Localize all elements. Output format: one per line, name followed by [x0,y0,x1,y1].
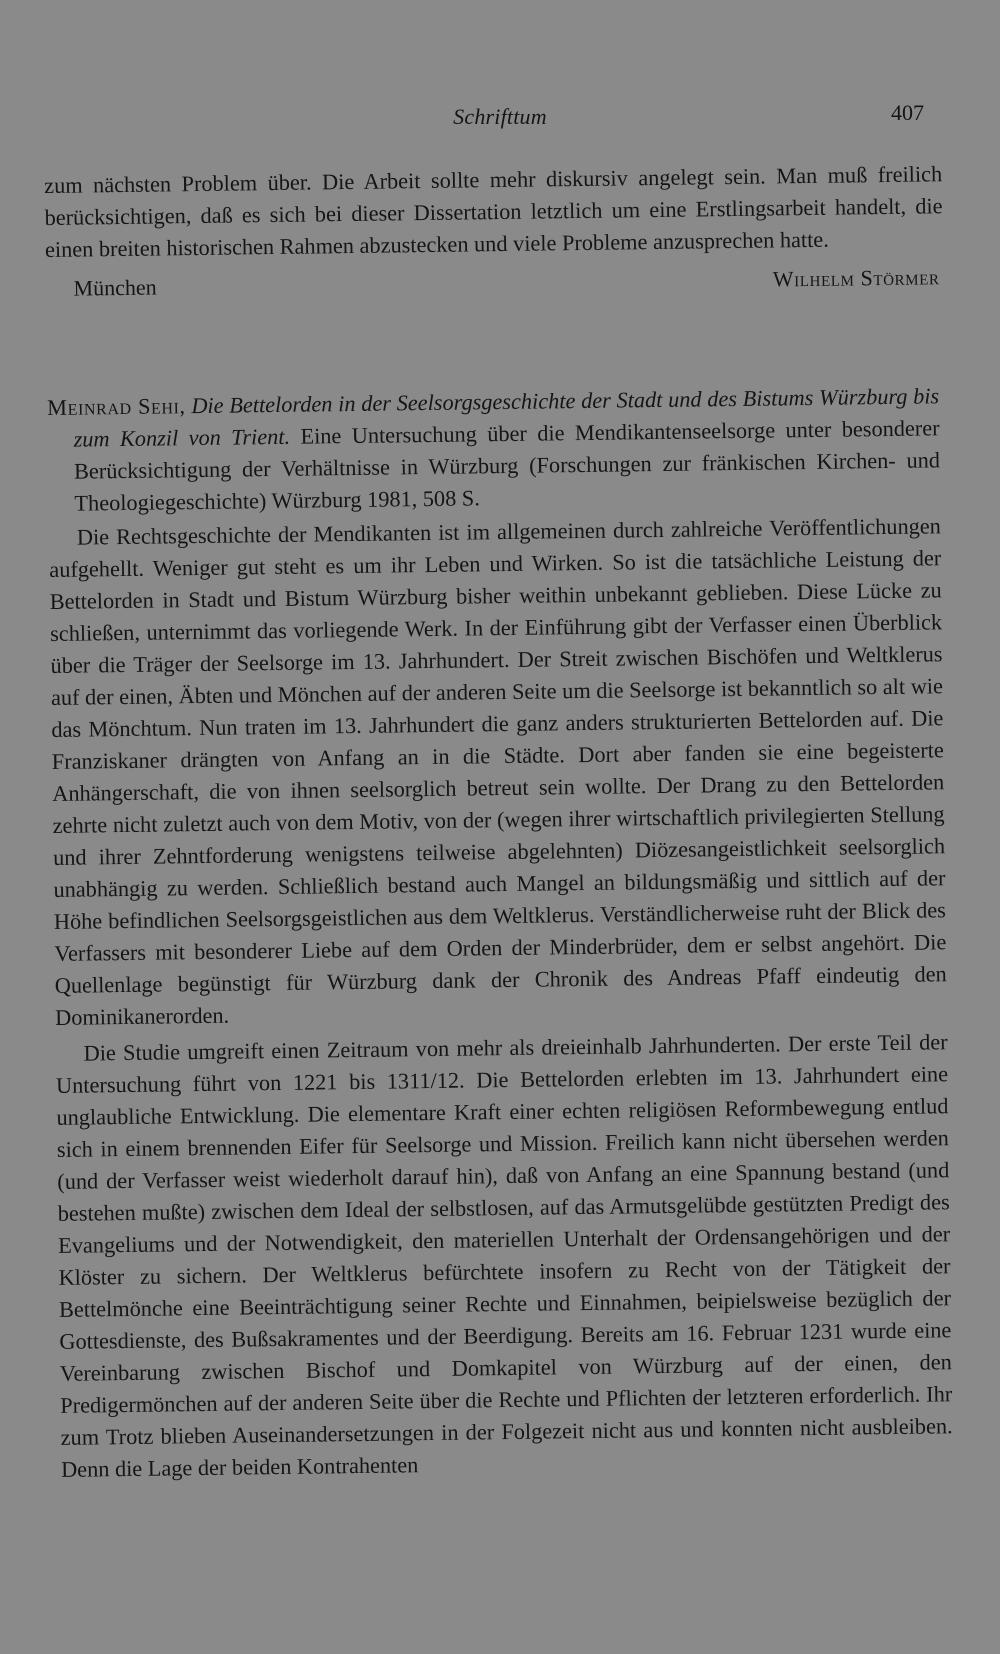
previous-review-ending [44,158,944,304]
book-author: Meinrad Sehi, [47,393,186,420]
running-header-title: Schrifttum [453,104,547,129]
review-signature [45,262,943,304]
review-paragraph: Die Studie umgreift einen Zeitraum von mehr als dreieinhalb Jahrhunderten. Der erste Teil der Untersuchung führt von 1221 bis 1311/12. Die Bettelorden erlebten im 13. Jahrhundert eine unglaubliche Entwicklung. Die elementare Kraft einer echten religiösen Reformbewegung entlud sich in einem brennenden Eifer für Seelsorge und Mission. Freilich kann nicht übersehen werden (und der Verfasser weist wiederholt darauf hin), daß von Anfang an eine Spannung bestand (und bestehen mußte) zwischen dem Ideal der selbstlosen, auf das Armutsgelübde gestützten Predigt des Evangeliums und der Notwendigkeit, den materiellen Unterhalt der Ordensangehörigen und der Klöster zu sichern. Der Weltklerus befürchtete insofern zu Recht von der Tätigkeit der Bettelmönche eine Beeinträchtigung seiner Rechte und Einnahmen, beipielsweise bezüglich der Gottesdienste, des Bußsakramentes und der Beerdigung. Bereits am 16. Februar 1231 wurde eine Vereinbarung zwischen Bischof und Domkapitel von Würzburg auf der einen, den Predigermönchen auf der anderen Seite über die Rechte und Pflichten der letzteren erforderlich. Ihr zum Trotz blieben Auseinandersetzungen in der Folgezeit nicht aus und konnten nicht ausbleiben. Denn die Lage der beiden Kontrahenten [55,1029,953,1482]
review-paragraph: Die Rechtsgeschichte der Mendikanten ist im allgemeinen durch zahlreiche Veröffentlichungen aufgehellt. Weniger gut steht es um ihr Leben und Wirken. So ist die tatsächliche Leistung der Bettelorden in Stadt und Bistum Würzburg bisher weithin unbekannt geblieben. Diese Lücke zu schließen, unternimmt das vorliegende Werk. In der Einführung gibt der Verfasser einen Überblick über die Träger der Seelsorge im 13. Jahrhundert. Der Streit zwischen Bischöfen und Weltklerus auf der einen, Äbten und Mönchen auf der anderen Seite um die Seelsorge ist bekanntlich so alt wie das Mönchtum. Nun traten im 13. Jahrhundert die ganz anders strukturierten Bettelorden auf. Die Franziskaner drängten von Anfang an in die Städte. Dort aber fanden sie eine begeisterte Anhängerschaft, die von ihnen seelsorglich betreut sein wollte. Der Drang zu den Bettelorden zehrte nicht zuletzt auch von dem Motiv, von der (wegen ihrer wirtschaftlich privilegierten Stellung und ihrer Zehntforderung wenigstens teilweise abgelehnten) Diözesangeistlichkeit seelsorglich unabhängig zu werden. Schließlich bestand auch Mangel an bildungsmäßig und sittlich auf der Höhe befindlichen Seelsorgsgeistlichen aus dem Weltklerus. Verständlicherweise ruht der Blick des Verfassers mit besonderer Liebe auf dem Orden der Minderbrüder, dem er selbst angehört. Die Quellenlage begünstigt für Würzburg dank der Chronik des Andreas Pfaff eindeutig den Dominikanerorden. [49,513,947,1030]
review-bibliographic-heading [47,380,941,520]
review-place: München [73,274,157,301]
book-review [47,380,953,1486]
reviewer-name: Wilhelm Störmer [772,264,940,292]
previous-review-text: zum nächsten Problem über. Die Arbeit sollte mehr diskursiv angelegt sein. Man muß freilich berücksichtigen, daß es sich bei dieser Dissertation letztlich um eine Erstlingsarbeit handelt, die einen breiten historischen Rahmen abzustecken und viele Probleme anzusprechen hatte. [44,161,943,262]
page-number: 407 [891,100,924,125]
book-details: Eine Untersuchung über die Mendikantenseelsorge unter besonderer Berücksichtigung der Verhältnisse in Würzburg (Forschungen zur fränkischen Kirchen- und Theologiegeschichte) Würzburg 1981, 508 S. [73,415,941,516]
book-title: Die Bettelorden in der Seelsorgsgeschichte der Stadt und des Bistums Würzburg bis zum Konzil von Trient. [73,383,940,452]
